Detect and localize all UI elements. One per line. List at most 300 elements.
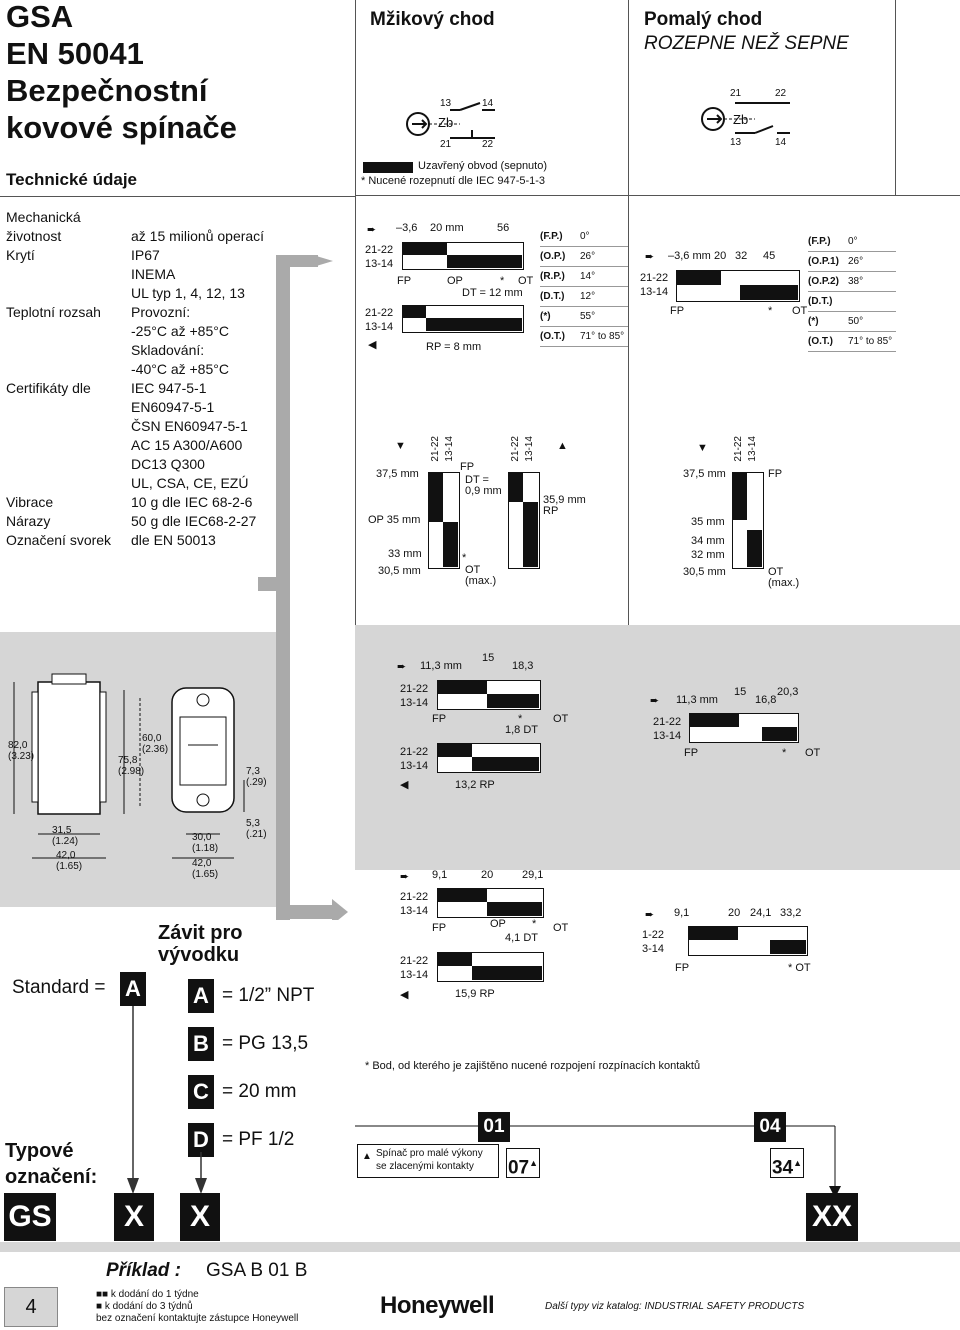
spec-row <box>6 379 264 398</box>
dim-label: 20 <box>728 907 741 919</box>
contact-label: 13-14 <box>524 436 535 462</box>
value-row <box>540 267 628 287</box>
code-07: 07 <box>507 1157 530 1179</box>
dim-w2 <box>56 850 82 872</box>
ot-label: * OT <box>788 962 811 974</box>
dim-inch: (.29) <box>246 777 267 788</box>
dt-value: 0,9 mm <box>465 485 502 497</box>
thread-text: = PF 1/2 <box>222 1129 295 1150</box>
spec-value: -40°C až +85°C <box>131 361 229 377</box>
ot-label: OT <box>792 305 808 317</box>
value-key: (F.P.) <box>540 231 563 242</box>
thread-code: B <box>188 1027 214 1061</box>
spec-value: UL, CSA, CE, EZÚ <box>131 475 249 491</box>
value-key: (D.T.) <box>540 291 565 302</box>
title-line: EN 50041 <box>6 36 144 71</box>
contact-label: 3-14 <box>642 943 665 955</box>
dim-label: 37,5 mm <box>376 468 419 480</box>
lowpower-line: Spínač pro malé výkony <box>376 1148 483 1159</box>
dim-label: 30,5 mm <box>683 566 726 578</box>
contact-label: 21-22 <box>400 955 429 967</box>
lowpower-line: se zlacenými kontakty <box>376 1161 474 1172</box>
value-val: 0° <box>580 231 590 242</box>
spec-value: IEC 947-5-1 <box>131 380 207 396</box>
spec-row <box>6 417 264 436</box>
value-row <box>808 292 896 312</box>
arrow-icon: ➨ <box>650 695 660 707</box>
star-label: * <box>518 713 523 725</box>
spec-key: Teplotní rozsah <box>6 304 101 320</box>
spec-row <box>6 531 264 550</box>
spec-key: Certifikáty dle <box>6 380 91 396</box>
dim-w4 <box>192 858 218 880</box>
value-row <box>808 272 896 292</box>
bracket-arrow <box>258 255 358 920</box>
fp-label: FP <box>460 461 475 473</box>
star-label: * <box>782 747 787 759</box>
bar-closed <box>437 952 472 966</box>
bar-closed <box>747 530 762 567</box>
divider <box>628 0 629 625</box>
spec-key: Nárazy <box>6 513 51 529</box>
contact-label: 21-22 <box>365 307 394 319</box>
value-row <box>540 307 628 327</box>
dim-label: 16,8 <box>755 694 777 706</box>
rp-value: 35,9 mm <box>543 494 586 506</box>
divider <box>355 195 960 196</box>
fp-label: FP <box>397 275 412 287</box>
spec-value: 50 g dle IEC68-2-27 <box>131 513 257 529</box>
value-val: 0° <box>848 236 858 247</box>
value-key: (O.P.) <box>540 251 566 262</box>
type-label-line: označení: <box>5 1166 98 1188</box>
rp-label: 13,2 RP <box>455 779 495 791</box>
dim-label: 15 <box>482 652 495 664</box>
dim-label: 33 mm <box>388 548 422 560</box>
spec-value: Provozní: <box>131 304 191 320</box>
spec-row <box>6 512 264 531</box>
value-val: 55° <box>580 311 596 322</box>
dim-label: 20 <box>481 869 494 881</box>
arrow-left-icon: ◀ <box>400 989 409 1001</box>
contact-label: 21-22 <box>400 746 429 758</box>
value-key: (O.P.2) <box>808 276 839 287</box>
spec-key: životnost <box>6 228 62 244</box>
dim-h3 <box>142 733 168 755</box>
bar-closed <box>428 472 443 522</box>
arrow-icon: ➨ <box>397 661 407 673</box>
dim-label: 24,1 <box>750 907 772 919</box>
dim-label: 37,5 mm <box>683 468 726 480</box>
bar-closed <box>740 285 798 300</box>
spec-row <box>6 265 264 284</box>
spec-value: Skladování: <box>131 342 205 358</box>
value-key: (*) <box>808 316 819 327</box>
contact-label: 13-14 <box>400 697 429 709</box>
dim-inch: (.21) <box>246 829 267 840</box>
col2-subtitle: ROZEPNE NEŽ SEPNE <box>644 33 849 54</box>
contact-label: 13-14 <box>640 286 669 298</box>
value-val: 50° <box>848 316 864 327</box>
type-label-line: Typové <box>5 1140 74 1162</box>
contact-label: 13-14 <box>747 436 758 462</box>
spec-key <box>6 341 131 360</box>
thread-code: D <box>188 1123 214 1157</box>
square-icon: ■ <box>96 1301 103 1312</box>
thread-text: = PG 13,5 <box>222 1033 309 1054</box>
spec-value: UL typ 1, 4, 12, 13 <box>131 285 245 301</box>
contact-label: 21-22 <box>733 436 744 462</box>
spec-row <box>6 455 264 474</box>
value-val: 26° <box>580 251 596 262</box>
spec-key: Vibrace <box>6 494 54 510</box>
thread-text: = 1/2” NPT <box>222 985 315 1006</box>
spec-key: Označení svorek <box>6 532 112 548</box>
terminal-label: 14 <box>482 98 494 109</box>
dim-inch: (2.36) <box>142 744 169 755</box>
bar-closed <box>437 888 487 902</box>
spec-row <box>6 227 264 246</box>
value-row <box>808 232 896 252</box>
value-row <box>808 252 896 272</box>
value-row <box>540 327 628 347</box>
forced-note: * Bod, od kterého je zajištěno nucené rozpojení rozpínacích kontaktů <box>365 1060 701 1072</box>
bar-closed <box>437 743 472 757</box>
spec-row <box>6 493 264 512</box>
closed-legend-swatch <box>363 162 413 173</box>
value-key: (D.T.) <box>808 296 833 307</box>
ot-max: (max.) <box>465 575 497 587</box>
spec-key <box>6 455 131 474</box>
delivery-line: k dodání do 1 týdne <box>110 1289 199 1300</box>
spec-value: 10 g dle IEC 68-2-6 <box>131 494 253 510</box>
title-line: kovové spínače <box>6 110 237 145</box>
dim-label: 20 mm <box>430 222 464 234</box>
col2-title: Pomalý chod <box>644 9 763 30</box>
dim-label: 35 mm <box>691 516 725 528</box>
dim-label: 11,3 mm <box>676 694 718 706</box>
fp-label: FP <box>670 305 685 317</box>
bar-closed <box>676 270 721 285</box>
terminal-label: 13 <box>730 137 742 148</box>
type-label <box>5 1138 97 1190</box>
contact-label: 13-14 <box>400 969 429 981</box>
bar-closed <box>472 757 539 771</box>
arrow-icon: ➨ <box>367 224 377 236</box>
dt-label: DT = 12 mm <box>462 287 523 299</box>
arrow-up-icon: ▲ <box>557 440 568 452</box>
ot-max: (max.) <box>768 577 800 589</box>
standard-code: A <box>120 972 146 1006</box>
dt-label: 4,1 DT <box>505 932 539 944</box>
square-icon: ■■ <box>96 1289 109 1300</box>
dim-label: OP 35 mm <box>368 514 421 526</box>
bar-closed <box>762 727 797 741</box>
dim-label: 29,1 <box>522 869 544 881</box>
dim-h1 <box>8 740 34 762</box>
spec-value: -25°C až +85°C <box>131 323 229 339</box>
spec-key <box>6 360 131 379</box>
example-value: GSA B 01 B <box>206 1260 308 1281</box>
spec-row <box>6 322 264 341</box>
spec-key: Krytí <box>6 247 35 263</box>
contact-label: 13-14 <box>400 760 429 772</box>
value-row <box>540 247 628 267</box>
value-row <box>540 227 628 247</box>
contact-label: 21-22 <box>510 436 521 462</box>
terminal-label: 22 <box>482 139 494 150</box>
page-number-box <box>4 1287 58 1327</box>
dim-inch: (1.24) <box>52 836 79 847</box>
contact-label: 13-14 <box>365 321 394 333</box>
terminal-label: 22 <box>775 88 787 99</box>
fp-label: FP <box>432 713 447 725</box>
spec-row <box>6 246 264 265</box>
spec-row <box>6 341 264 360</box>
spec-value: ČSN EN60947-5-1 <box>131 418 248 434</box>
dim-label: 11,3 mm <box>420 660 462 672</box>
fp-label: FP <box>684 747 699 759</box>
bar-closed <box>402 242 447 255</box>
value-table-1 <box>540 227 628 347</box>
arrow-icon: ➨ <box>400 871 410 883</box>
value-val: 14° <box>580 271 596 282</box>
contact-label: 13-14 <box>400 905 429 917</box>
fp-label: FP <box>768 468 783 480</box>
dim-label: 9,1 <box>432 869 448 881</box>
value-val: 71° to 85° <box>580 331 625 342</box>
bar-closed <box>487 902 542 916</box>
fp-label: FP <box>432 922 447 934</box>
contact-schematic-2 <box>695 90 805 148</box>
ot-label: OT <box>805 747 821 759</box>
contact-label: 13-14 <box>653 730 682 742</box>
type-x1: X <box>114 1193 154 1241</box>
spec-list <box>6 208 264 550</box>
thread-code: C <box>188 1075 214 1109</box>
star-label: * <box>500 275 505 287</box>
bar-closed <box>770 940 806 954</box>
contact-label: 21-22 <box>640 272 669 284</box>
spec-value: INEMA <box>131 266 176 282</box>
dim-value: 42,0 <box>56 850 76 861</box>
dim-w1 <box>52 825 78 847</box>
value-key: (F.P.) <box>808 236 831 247</box>
dim-inch: (3.23) <box>8 751 35 762</box>
thread-code: A <box>188 979 214 1013</box>
dim-label: 18,3 <box>512 660 534 672</box>
spec-key <box>6 398 131 417</box>
spec-row <box>6 474 264 493</box>
zb-label: Zb <box>438 115 454 130</box>
spec-value: DC13 Q300 <box>131 456 205 472</box>
arrow-icon: ➨ <box>645 251 655 263</box>
dim-inch: (1.65) <box>56 861 83 872</box>
dim-label: 15 <box>734 686 747 698</box>
dim-label: 20,3 <box>777 686 799 698</box>
dim-value: 31,5 <box>52 825 72 836</box>
dim-value: 42,0 <box>192 858 212 869</box>
example-label: Příklad : <box>106 1260 181 1281</box>
dim-label: –3,6 mm <box>668 250 711 262</box>
value-val: 71° to 85° <box>848 336 893 347</box>
contact-label: 21-22 <box>653 716 682 728</box>
type-xx: XX <box>806 1193 858 1241</box>
dt-label: 1,8 DT <box>505 724 539 736</box>
dim-label: –3,6 <box>396 222 418 234</box>
value-key: (O.T.) <box>808 336 833 347</box>
type-arrows <box>120 1006 220 1196</box>
arrow-icon: ➨ <box>645 909 655 921</box>
arrow-left-icon: ◀ <box>400 779 409 791</box>
triangle-icon: ▲ <box>793 1158 803 1168</box>
dim-value: 75,8 <box>118 755 138 766</box>
value-key: (R.P.) <box>540 271 565 282</box>
dim-inch: (1.65) <box>192 869 219 880</box>
arrow-down-icon: ▼ <box>697 442 708 454</box>
dim-label: 20 <box>714 250 727 262</box>
bar-closed <box>472 966 542 980</box>
bar-closed <box>426 318 522 331</box>
dim-label: 33,2 <box>780 907 802 919</box>
bar-closed <box>437 680 487 694</box>
zb-label: Zb <box>733 112 749 127</box>
thread-title-line: Závit pro <box>158 922 243 944</box>
value-row <box>808 332 896 352</box>
spec-key <box>6 284 131 303</box>
dim-value: 5,3 <box>246 818 260 829</box>
dim-label: 45 <box>763 250 776 262</box>
page-number: 4 <box>25 1295 37 1318</box>
thread-title-line: vývodku <box>158 944 240 966</box>
dim-label: 30,5 mm <box>378 565 421 577</box>
dim-value: 7,3 <box>246 766 260 777</box>
title-line: Bezpečnostní <box>6 73 208 108</box>
bottom-grey-panel <box>0 1242 960 1252</box>
divider <box>895 0 896 195</box>
dt-label: DT = <box>465 474 489 486</box>
code-connector <box>355 1120 855 1195</box>
spec-key <box>6 474 131 493</box>
contact-label: 21-22 <box>400 891 429 903</box>
rp-label: RP = 8 mm <box>426 341 482 353</box>
bar-closed <box>732 472 747 520</box>
ot-label: OT <box>768 566 784 578</box>
op-label: OP <box>490 918 506 930</box>
triangle-icon: ▲ <box>362 1151 372 1162</box>
catalog-note: Další typy viz katalog: INDUSTRIAL SAFETY PRODUCTS <box>545 1301 805 1312</box>
value-row <box>540 287 628 307</box>
thread-title <box>158 922 242 966</box>
value-val: 38° <box>848 276 864 287</box>
ot-label: OT <box>553 922 569 934</box>
spec-key <box>6 265 131 284</box>
tech-heading: Technické údaje <box>6 170 138 189</box>
ot-label: OT <box>553 713 569 725</box>
bar-closed <box>689 713 739 727</box>
bar-closed <box>508 472 523 502</box>
dim-value: 82,0 <box>8 740 28 751</box>
divider <box>0 196 355 197</box>
arrow-down-icon: ▼ <box>395 440 406 452</box>
spec-key <box>6 322 131 341</box>
delivery-line: k dodání do 3 týdnů <box>104 1301 193 1312</box>
value-row <box>808 312 896 332</box>
contact-label: 13-14 <box>365 258 394 270</box>
contact-label: 1-22 <box>642 929 665 941</box>
ot-label: OT <box>518 275 534 287</box>
spec-key: Mechanická <box>6 209 81 225</box>
delivery-legend <box>96 1289 298 1325</box>
legend-closed: Uzavřený obvod (sepnuto) <box>418 160 548 172</box>
star-label: * <box>462 552 467 564</box>
op-label: OP <box>447 275 463 287</box>
spec-key <box>6 417 131 436</box>
dim-value: 60,0 <box>142 733 162 744</box>
dim-inch: (1.18) <box>192 843 219 854</box>
contact-label: 21-22 <box>400 683 429 695</box>
dim-label: 32 mm <box>691 549 725 561</box>
bar-closed <box>447 255 522 268</box>
standard-label: Standard = <box>12 977 106 998</box>
spec-row <box>6 284 264 303</box>
dim-label: 9,1 <box>674 907 690 919</box>
bar-closed <box>688 926 738 940</box>
spec-row <box>6 303 264 322</box>
spec-row <box>6 208 264 227</box>
triangle-icon: ▲ <box>529 1158 539 1168</box>
dim-label: 56 <box>497 222 510 234</box>
spec-value: EN60947-5-1 <box>131 399 215 415</box>
contact-label: 13-14 <box>444 436 455 462</box>
code-34: 34 <box>771 1157 794 1179</box>
contact-schematic-1 <box>400 95 510 153</box>
dim-label: 34 mm <box>691 535 725 547</box>
fp-label: FP <box>675 962 690 974</box>
spec-row <box>6 398 264 417</box>
value-val: 26° <box>848 256 864 267</box>
value-val: 12° <box>580 291 596 302</box>
dim-label: 32 <box>735 250 748 262</box>
thread-text: = 20 mm <box>222 1081 297 1102</box>
terminal-label: 14 <box>775 137 787 148</box>
bar-closed <box>523 502 538 567</box>
bar-closed <box>443 522 458 567</box>
star-label: * <box>768 305 773 317</box>
legend-forced: * Nucené rozepnutí dle IEC 947-5-1-3 <box>361 175 546 187</box>
bar-closed <box>487 694 539 708</box>
title-line: GSA <box>6 0 74 34</box>
dim-value: 30,0 <box>192 832 212 843</box>
spec-value: dle EN 50013 <box>131 532 216 548</box>
arrow-left-icon: ◀ <box>368 339 377 351</box>
spec-row <box>6 360 264 379</box>
code-04: 04 <box>754 1112 786 1142</box>
terminal-label: 21 <box>730 88 742 99</box>
value-key: (*) <box>540 311 551 322</box>
spec-key <box>6 436 131 455</box>
terminal-label: 21 <box>440 139 452 150</box>
star-label: * <box>532 918 537 930</box>
contact-label: 21-22 <box>430 436 441 462</box>
terminal-label: 13 <box>440 98 452 109</box>
ot-label: OT <box>465 564 481 576</box>
value-key: (O.T.) <box>540 331 565 342</box>
spec-value: AC 15 A300/A600 <box>131 437 243 453</box>
rp-label: RP <box>543 505 559 517</box>
page-title <box>6 0 237 146</box>
value-table-2 <box>808 232 896 352</box>
